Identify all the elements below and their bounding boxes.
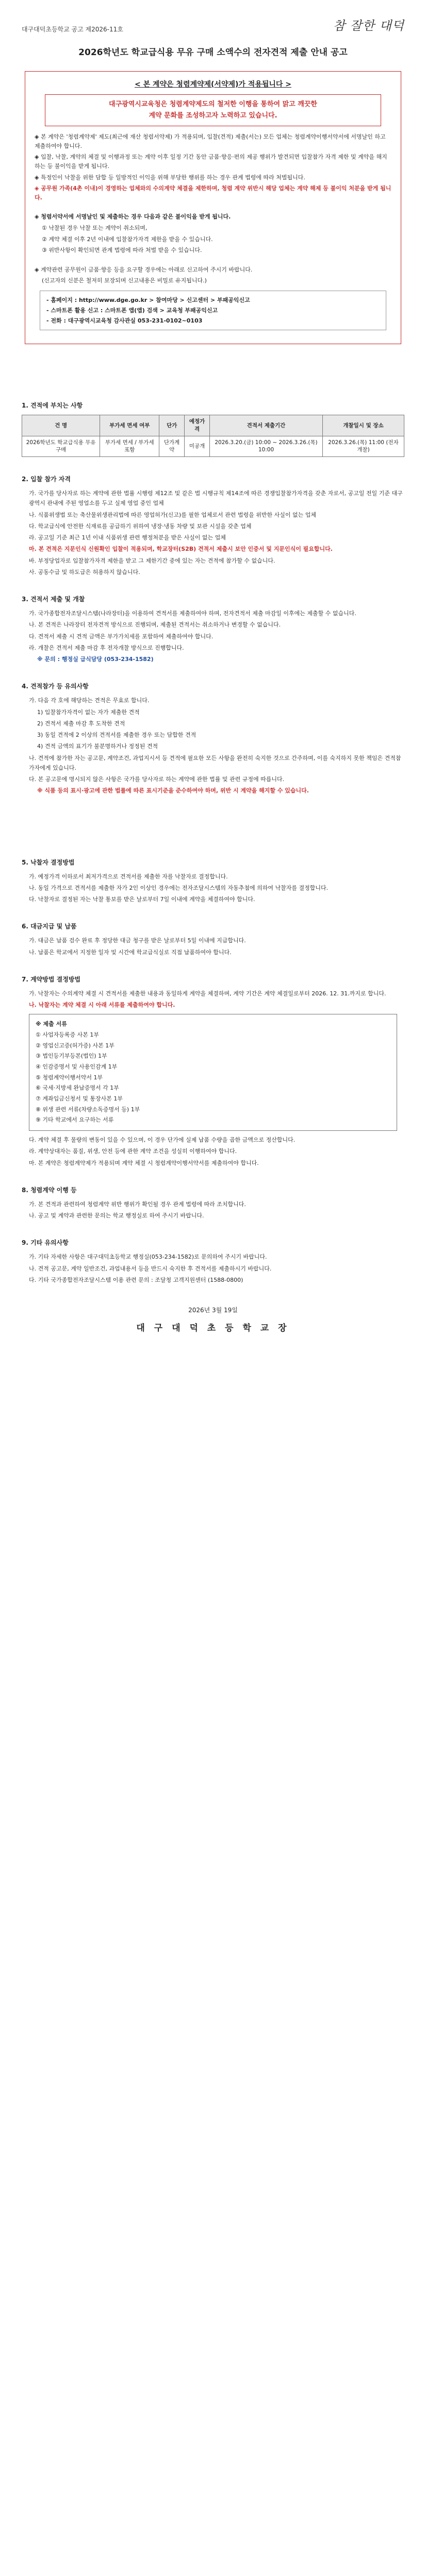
section-title: 3. 견적서 제출 및 개찰	[22, 596, 85, 603]
callout-box-line: 계약 문화를 조성하고자 노력하고 있습니다.	[149, 112, 277, 120]
list-item: 마. 본 계약은 청렴계약제가 적용되며 계약 체결 시 청렴계약이행서약서를 제출하여야 합니다.	[29, 1159, 259, 1166]
section-8	[22, 1185, 404, 1221]
table-cell: 2026.3.26.(목) 11:00 (전자개찰)	[323, 436, 404, 456]
list-item: 나. 견적에 참가한 자는 공고문, 계약조건, 과업지시서 등 견적에 필요한 모든 사항을 완전히 숙지한 것으로 간주하며, 이를 숙지하지 못한 책임은 견적참가자에게 있습니다.	[29, 754, 401, 771]
callout-heading: < 본 계약은 청렴계약제(서약제)가 적용됩니다 >	[134, 80, 292, 89]
callout-item: ◈ 특정인이 낙찰을 위한 담합 등 일방적인 이익을 위해 부당한 행위를 하는 경우 관계 법령에 따라 처벌됩니다.	[35, 174, 305, 181]
integrity-callout	[25, 71, 401, 344]
section-title: 2. 입찰 참가 자격	[22, 476, 71, 483]
table-header: 견적서 제출기간	[210, 415, 323, 436]
section-1	[22, 401, 404, 457]
list-item: 나. 본 견적은 나라장터 전자견적 방식으로 진행되며, 제출된 견적서는 취소하거나 변경할 수 없습니다.	[29, 621, 281, 629]
list-item: 라. 개찰은 견적서 제출 마감 후 전자개찰 방식으로 진행합니다.	[29, 644, 184, 651]
checklist-item: ⑨ 기타 학교에서 요구하는 서류	[36, 1116, 114, 1124]
callout-item: ◈ 본 계약은 '청렴계약제' 제도(최근에 재산 청렴서약제) 가 적용되며, 입찰(견적) 제출(서는) 모든 업체는 청렴계약이행서약서에 서명날인 하고 제출하여야 합니다.	[35, 133, 386, 149]
bid-table	[22, 415, 404, 457]
section-title: 5. 낙찰자 결정방법	[22, 858, 75, 866]
page-title: 2026학년도 학교급식용 무유 구매 소액수의 전자견적 제출 안내 공고	[78, 47, 348, 58]
note: ※ 식품 등의 표시·광고에 관한 법률에 따른 표시기준을 준수하여야 하며, 위반 시 계약을 해지할 수 있습니다.	[37, 787, 309, 794]
section-title: 6. 대금지급 및 납품	[22, 923, 77, 930]
table-header: 개찰일시 및 장소	[323, 415, 404, 436]
checklist-item: ④ 인감증명서 및 사용인감계 1부	[36, 1063, 118, 1071]
checklist-item: ⑥ 국세·지방세 완납증명서 각 1부	[36, 1084, 119, 1092]
report-links-box	[40, 291, 386, 330]
table-header: 건 명	[22, 415, 100, 436]
contact-info: ※ 문의 : 행정실 급식담당 (053-234-1582)	[37, 656, 154, 663]
callout-box-line: 대구광역시교육청은 청렴계약제도의 철저한 이행을 통하여 맑고 깨끗한	[109, 100, 317, 108]
table-cell: 부가세 면세 / 부가세 포함	[100, 436, 159, 456]
list-item: 나. 낙찰자는 계약 체결 시 아래 서류를 제출하여야 합니다.	[29, 1002, 175, 1009]
notice-number: 대구대덕초등학교 공고 제2026-11호	[22, 26, 123, 33]
list-item: 가. 다음 각 호에 해당하는 견적은 무효로 합니다.	[29, 697, 150, 704]
school-logo: 참 잘한 대덕	[333, 19, 404, 33]
callout-notice-item: ② 계약 체결 이후 2년 이내에 입찰참가자격 제한을 받을 수 있습니다.	[42, 235, 213, 243]
list-item: 1) 입찰참가자격이 없는 자가 제출한 견적	[37, 708, 140, 716]
callout-item: ◈ 입찰, 낙찰, 계약의 체결 및 이행과정 또는 계약 이후 일정 기간 동안 금품·향응·편의 제공 행위가 발견되면 입찰참가 자격 제한 및 계약을 해지하는 등 불이익을 받게 됩니다.	[35, 154, 387, 170]
table-cell: 미공개	[185, 436, 210, 456]
callout-notice-item: ③ 위반사항이 확인되면 관계 법령에 따라 처벌 받을 수 있습니다.	[42, 247, 202, 254]
report-link-homepage[interactable]: - 홈페이지 : http://www.dge.go.kr > 참여마당 > 신고센터 > 부패공익신고	[46, 296, 250, 303]
list-item: 마. 본 견적은 지문인식 신원확인 입찰이 적용되며, 학교장터(S2B) 견적서 제출시 보안 인증서 및 지문인식이 필요합니다.	[29, 546, 333, 553]
list-item: 다. 견적서 제출 시 견적 금액은 부가가치세를 포함하여 제출하여야 합니다.	[29, 633, 214, 640]
list-item: 가. 국가를 당사자로 하는 계약에 관한 법률 시행령 제12조 및 같은 법 시행규칙 제14조에 따른 경쟁입찰참가자격을 갖춘 자로서, 공고일 전일 기준 대구광역시 관내에 주된 영업소를 두고 실제 영업 중인 업체	[29, 490, 403, 507]
list-item: 바. 부정당업자로 입찰참가자격 제한을 받고 그 제한기간 중에 있는 자는 견적에 참가할 수 없습니다.	[29, 557, 275, 564]
list-item: 3) 동일 견적에 2 이상의 견적서를 제출한 경우 또는 담합한 견적	[37, 732, 196, 739]
list-item: 라. 계약상대자는 품질, 위생, 안전 등에 관한 계약 조건을 성실히 이행하여야 합니다.	[29, 1148, 237, 1155]
section-9	[22, 1238, 404, 1285]
list-item: 가. 낙찰자는 수의계약 체결 시 견적서를 제출한 내용과 동일하게 계약을 체결하며, 계약 기간은 계약 체결일로부터 2026. 12. 31.까지로 합니다.	[29, 990, 386, 997]
section-title: 1. 견적에 부치는 사항	[22, 402, 83, 410]
section-7	[22, 975, 404, 1168]
list-item: 가. 대금은 납품 검수 완료 후 정당한 대금 청구를 받은 날로부터 5일 이내에 지급합니다.	[29, 937, 246, 944]
checklist-item: ② 영업신고증(허가증) 사본 1부	[36, 1042, 114, 1049]
list-item: 사. 공동수급 및 하도급은 허용하지 않습니다.	[29, 568, 140, 575]
list-item: 2) 견적서 제출 마감 후 도착한 견적	[37, 720, 125, 727]
section-title: 9. 기타 유의사항	[22, 1239, 69, 1247]
list-item: 나. 동일 가격으로 견적서를 제출한 자가 2인 이상인 경우에는 전자조달시스템의 자동추첨에 의하여 낙찰자를 결정합니다.	[29, 884, 329, 891]
list-item: 가. 국가종합전자조달시스템(나라장터)을 이용하여 견적서를 제출하여야 하며, 전자견적서 제출 마감일 이후에는 제출할 수 없습니다.	[29, 610, 356, 617]
section-2	[22, 474, 404, 577]
checklist-item: ⑦ 계좌입금신청서 및 통장사본 1부	[36, 1095, 123, 1103]
section-title: 4. 견적참가 등 유의사항	[22, 683, 89, 690]
required-documents-box	[29, 1014, 397, 1131]
list-item: 가. 기타 자세한 사항은 대구대덕초등학교 행정실(053-234-1582)로 문의하여 주시기 바랍니다.	[29, 1253, 267, 1261]
checklist-item: ⑤ 청렴계약이행서약서 1부	[36, 1074, 103, 1081]
section-5	[22, 858, 404, 905]
list-item: 라. 공고일 기준 최근 1년 이내 식품위생 관련 행정처분을 받은 사실이 없는 업체	[29, 534, 226, 541]
callout-notice-item: ① 낙찰된 경우 낙찰 또는 계약이 취소되며,	[42, 224, 148, 231]
table-header: 부가세 면세 여부	[100, 415, 159, 436]
callout-notice-head: ◈ 청렴서약서에 서명날인 및 제출하는 경우 다음과 같은 불이익을 받게 됩니다.	[35, 213, 231, 221]
report-link-phone[interactable]: - 전화 : 대구광역시교육청 감사관실 053-231-0102~0103	[46, 317, 203, 324]
list-item: 다. 기타 국가종합전자조달시스템 이용 관련 문의 : 조달청 고객지원센터 (1588-0800)	[29, 1276, 243, 1283]
list-item: 가. 예정가격 이하로서 최저가격으로 견적서를 제출한 자를 낙찰자로 결정합니다.	[29, 873, 228, 880]
checklist-item: ⑧ 위생 관련 서류(차량소독증명서 등) 1부	[36, 1106, 140, 1113]
checklist-item: ③ 법인등기부등본(법인) 1부	[36, 1053, 107, 1060]
list-item: 다. 낙찰자로 결정된 자는 낙찰 통보를 받은 날로부터 7일 이내에 계약을 체결하여야 합니다.	[29, 896, 255, 903]
list-item: 가. 본 견적과 관련하여 청렴계약 위반 행위가 확인될 경우 관계 법령에 따라 조치합니다.	[29, 1200, 246, 1208]
section-title: 8. 청렴계약 이행 등	[22, 1186, 77, 1194]
section-4	[22, 682, 404, 795]
list-item: 나. 공고 및 계약과 관련한 문의는 학교 행정실로 하여 주시기 바랍니다.	[29, 1212, 204, 1219]
notice-date: 2026년 3월 19일	[188, 1307, 238, 1314]
callout-box	[45, 94, 381, 126]
list-item: 나. 납품은 학교에서 지정한 일자 및 시간에 학교급식실로 직접 납품하여야 합니다.	[29, 948, 232, 956]
table-row	[22, 436, 404, 456]
callout-item: ◈ 공무원 가족(4촌 이내)이 경영하는 업체와의 수의계약 체결을 제한하며, 청렴 계약 위반시 해당 업체는 계약 해제 등 불이익 처분을 받게 됩니다.	[35, 185, 391, 201]
list-item: 4) 견적 금액의 표기가 불분명하거나 정정된 견적	[37, 743, 158, 750]
table-cell: 2026.3.20.(금) 10:00 ~ 2026.3.26.(목) 10:00	[210, 436, 323, 456]
table-header: 단가	[159, 415, 185, 436]
list-item: 나. 견적 공고문, 계약 일반조건, 과업내용서 등을 반드시 숙지한 후 견적서를 제출하시기 바랍니다.	[29, 1265, 272, 1272]
section-6	[22, 922, 404, 957]
table-header: 예정가격	[185, 415, 210, 436]
list-item: 다. 계약 체결 후 물량의 변동이 있을 수 있으며, 이 경우 단가에 실제 납품 수량을 곱한 금액으로 정산합니다.	[29, 1137, 296, 1144]
callout-report-head: ◈ 계약관련 공무원이 금품·향응 등을 요구할 경우에는 아래로 신고하여 주시기 바랍니다.	[35, 266, 253, 273]
list-item: 다. 본 공고문에 명시되지 않은 사항은 국가를 당사자로 하는 계약에 관한 법률 및 관련 규정에 따릅니다.	[29, 776, 285, 783]
list-item: 나. 식품위생법 또는 축산물위생관리법에 따른 영업허가(신고)를 필한 업체로서 관련 법령을 위반한 사실이 없는 업체	[29, 511, 316, 518]
section-title: 7. 계약방법 결정방법	[22, 975, 81, 983]
callout-report-sub: (신고자의 신분은 철저히 보장되며 신고내용은 비밀로 유지됩니다.)	[42, 277, 207, 284]
section-3	[22, 595, 404, 664]
checklist-head: ※ 제출 서류	[36, 1021, 67, 1028]
report-link-app[interactable]: - 스마트폰 활용 신고 : 스마트폰 앱(앱) 검색 > 교육청 부패공익신고	[46, 307, 218, 314]
table-header-row	[22, 415, 404, 436]
table-cell: 2026학년도 학교급식용 무유 구매	[22, 436, 100, 456]
list-item: 다. 학교급식에 안전한 식재료를 공급하기 위하여 냉장·냉동 차량 및 보관 시설을 갖춘 업체	[29, 522, 252, 530]
table-cell: 단가계약	[159, 436, 185, 456]
header	[22, 15, 404, 33]
school-signature: 대 구 대 덕 초 등 학 교 장	[136, 1323, 290, 1334]
checklist-item: ① 사업자등록증 사본 1부	[36, 1031, 99, 1038]
